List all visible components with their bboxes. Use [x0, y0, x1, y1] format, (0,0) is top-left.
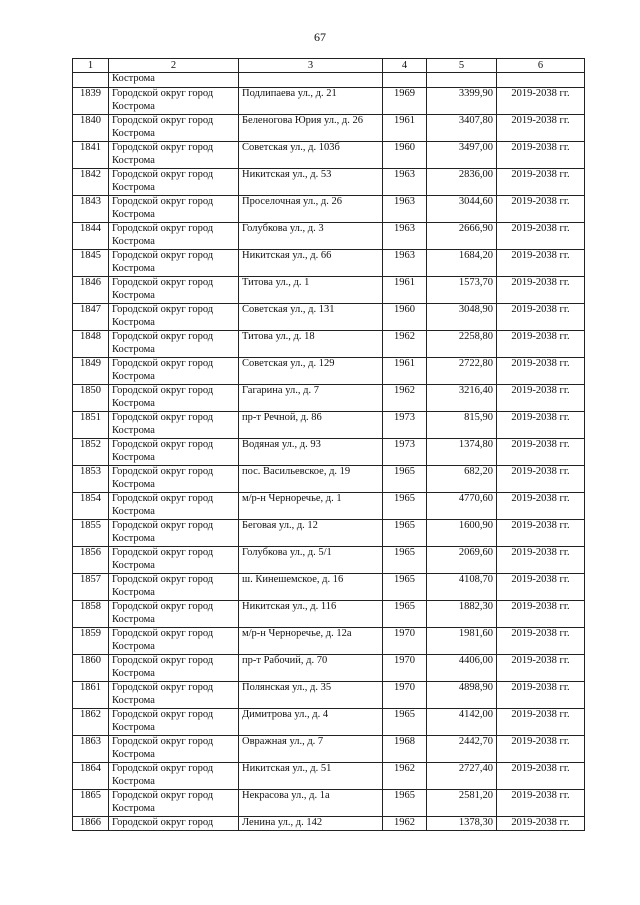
district-cell: Городской округ город Кострома [109, 331, 239, 358]
column-header: 4 [383, 59, 427, 73]
table-row [73, 601, 585, 628]
period-cell: 2019-2038 гг. [497, 439, 585, 466]
row-number: 1845 [73, 250, 109, 277]
table-row [73, 520, 585, 547]
address-cell: пр-т Рабочий, д. 70 [239, 655, 383, 682]
address-cell: м/р-н Черноречье, д. 12а [239, 628, 383, 655]
year-cell: 1963 [383, 223, 427, 250]
district-cell: Городской округ город Кострома [109, 412, 239, 439]
district-cell: Городской округ город Кострома [109, 439, 239, 466]
column-header: 6 [497, 59, 585, 73]
row-number: 1841 [73, 142, 109, 169]
address-cell: Некрасова ул., д. 1а [239, 790, 383, 817]
period-cell: 2019-2038 гг. [497, 385, 585, 412]
area-cell: 4898,90 [427, 682, 497, 709]
address-cell: Титова ул., д. 18 [239, 331, 383, 358]
address-cell: Никитская ул., д. 51 [239, 763, 383, 790]
period-cell: 2019-2038 гг. [497, 574, 585, 601]
area-cell: 4770,60 [427, 493, 497, 520]
table-row [73, 250, 585, 277]
table-row [73, 358, 585, 385]
continuation-row [73, 73, 585, 88]
period-cell: 2019-2038 гг. [497, 601, 585, 628]
area-cell: 3216,40 [427, 385, 497, 412]
area-cell: 1981,60 [427, 628, 497, 655]
row-number: 1849 [73, 358, 109, 385]
district-cell: Городской округ город Кострома [109, 304, 239, 331]
period-cell: 2019-2038 гг. [497, 682, 585, 709]
year-cell: 1973 [383, 412, 427, 439]
continuation-cell [497, 73, 585, 88]
year-cell: 1962 [383, 763, 427, 790]
row-number: 1852 [73, 439, 109, 466]
period-cell: 2019-2038 гг. [497, 790, 585, 817]
district-cell: Городской округ город Кострома [109, 628, 239, 655]
continuation-cell [73, 73, 109, 88]
page-number: 67 [314, 30, 326, 44]
period-cell: 2019-2038 гг. [497, 304, 585, 331]
address-cell: Гагарина ул., д. 7 [239, 385, 383, 412]
address-cell: Советская ул., д. 131 [239, 304, 383, 331]
district-cell: Городской округ город Кострома [109, 736, 239, 763]
district-cell: Городской округ город Кострома [109, 385, 239, 412]
district-cell: Городской округ город Кострома [109, 223, 239, 250]
area-cell: 3044,60 [427, 196, 497, 223]
year-cell: 1960 [383, 142, 427, 169]
row-number: 1847 [73, 304, 109, 331]
year-cell: 1970 [383, 628, 427, 655]
row-number: 1858 [73, 601, 109, 628]
row-number: 1853 [73, 466, 109, 493]
year-cell: 1965 [383, 574, 427, 601]
area-cell: 1882,30 [427, 601, 497, 628]
table-row [73, 709, 585, 736]
period-cell: 2019-2038 гг. [497, 88, 585, 115]
housing-table [72, 58, 585, 831]
year-cell: 1962 [383, 385, 427, 412]
area-cell: 1600,90 [427, 520, 497, 547]
area-cell: 3399,90 [427, 88, 497, 115]
year-cell: 1970 [383, 682, 427, 709]
table-row [73, 817, 585, 831]
address-cell: Беленогова Юрия ул., д. 26 [239, 115, 383, 142]
district-cell: Городской округ город Кострома [109, 115, 239, 142]
district-cell: Городской округ город Кострома [109, 682, 239, 709]
table-row [73, 88, 585, 115]
column-header: 1 [73, 59, 109, 73]
district-cell: Городской округ город Кострома [109, 574, 239, 601]
district-cell: Городской округ город Кострома [109, 196, 239, 223]
year-cell: 1963 [383, 196, 427, 223]
district-cell: Городской округ город Кострома [109, 709, 239, 736]
period-cell: 2019-2038 гг. [497, 709, 585, 736]
district-cell: Городской округ город Кострома [109, 655, 239, 682]
address-cell: м/р-н Черноречье, д. 1 [239, 493, 383, 520]
row-number: 1846 [73, 277, 109, 304]
year-cell: 1970 [383, 655, 427, 682]
period-cell: 2019-2038 гг. [497, 655, 585, 682]
area-cell: 815,90 [427, 412, 497, 439]
period-cell: 2019-2038 гг. [497, 817, 585, 831]
district-cell: Городской округ город [109, 817, 239, 831]
year-cell: 1965 [383, 790, 427, 817]
address-cell: пр-т Речной, д. 86 [239, 412, 383, 439]
address-cell: Водяная ул., д. 93 [239, 439, 383, 466]
area-cell: 2727,40 [427, 763, 497, 790]
district-cell: Городской округ город Кострома [109, 250, 239, 277]
table-row [73, 493, 585, 520]
year-cell: 1965 [383, 601, 427, 628]
table-row [73, 304, 585, 331]
column-header: 2 [109, 59, 239, 73]
table-row [73, 547, 585, 574]
address-cell: Голубкова ул., д. 5/1 [239, 547, 383, 574]
table-row [73, 439, 585, 466]
address-cell: Димитрова ул., д. 4 [239, 709, 383, 736]
table-row [73, 223, 585, 250]
table-row [73, 169, 585, 196]
table-row [73, 142, 585, 169]
table-row [73, 277, 585, 304]
table-header-row [73, 59, 585, 73]
table-row [73, 115, 585, 142]
district-cell: Городской округ город Кострома [109, 493, 239, 520]
row-number: 1843 [73, 196, 109, 223]
district-cell: Городской округ город Кострома [109, 88, 239, 115]
period-cell: 2019-2038 гг. [497, 466, 585, 493]
area-cell: 4142,00 [427, 709, 497, 736]
district-cell: Городской округ город Кострома [109, 601, 239, 628]
year-cell: 1965 [383, 709, 427, 736]
district-cell: Городской округ город Кострома [109, 520, 239, 547]
area-cell: 2258,80 [427, 331, 497, 358]
year-cell: 1961 [383, 277, 427, 304]
continuation-cell: Кострома [109, 73, 239, 88]
table-row [73, 574, 585, 601]
row-number: 1857 [73, 574, 109, 601]
table-row [73, 763, 585, 790]
period-cell: 2019-2038 гг. [497, 547, 585, 574]
period-cell: 2019-2038 гг. [497, 520, 585, 547]
period-cell: 2019-2038 гг. [497, 196, 585, 223]
row-number: 1844 [73, 223, 109, 250]
area-cell: 2836,00 [427, 169, 497, 196]
row-number: 1848 [73, 331, 109, 358]
address-cell: Титова ул., д. 1 [239, 277, 383, 304]
area-cell: 4406,00 [427, 655, 497, 682]
area-cell: 4108,70 [427, 574, 497, 601]
row-number: 1856 [73, 547, 109, 574]
district-cell: Городской округ город Кострома [109, 142, 239, 169]
address-cell: Беговая ул., д. 12 [239, 520, 383, 547]
column-header: 5 [427, 59, 497, 73]
row-number: 1854 [73, 493, 109, 520]
row-number: 1863 [73, 736, 109, 763]
year-cell: 1973 [383, 439, 427, 466]
district-cell: Городской округ город Кострома [109, 763, 239, 790]
table-row [73, 682, 585, 709]
area-cell: 3407,80 [427, 115, 497, 142]
row-number: 1850 [73, 385, 109, 412]
period-cell: 2019-2038 гг. [497, 628, 585, 655]
address-cell: Никитская ул., д. 53 [239, 169, 383, 196]
address-cell: Ленина ул., д. 142 [239, 817, 383, 831]
period-cell: 2019-2038 гг. [497, 142, 585, 169]
table-row [73, 628, 585, 655]
period-cell: 2019-2038 гг. [497, 223, 585, 250]
row-number: 1860 [73, 655, 109, 682]
year-cell: 1961 [383, 358, 427, 385]
row-number: 1855 [73, 520, 109, 547]
row-number: 1866 [73, 817, 109, 831]
district-cell: Городской округ город Кострома [109, 277, 239, 304]
year-cell: 1965 [383, 466, 427, 493]
row-number: 1859 [73, 628, 109, 655]
table-row [73, 412, 585, 439]
row-number: 1862 [73, 709, 109, 736]
row-number: 1839 [73, 88, 109, 115]
area-cell: 2722,80 [427, 358, 497, 385]
address-cell: Голубкова ул., д. 3 [239, 223, 383, 250]
table-row [73, 655, 585, 682]
year-cell: 1965 [383, 493, 427, 520]
period-cell: 2019-2038 гг. [497, 250, 585, 277]
address-cell: Никитская ул., д. 116 [239, 601, 383, 628]
period-cell: 2019-2038 гг. [497, 763, 585, 790]
district-cell: Городской округ город Кострома [109, 547, 239, 574]
year-cell: 1962 [383, 331, 427, 358]
area-cell: 2581,20 [427, 790, 497, 817]
district-cell: Городской округ город Кострома [109, 790, 239, 817]
address-cell: Никитская ул., д. 66 [239, 250, 383, 277]
area-cell: 1374,80 [427, 439, 497, 466]
year-cell: 1961 [383, 115, 427, 142]
year-cell: 1969 [383, 88, 427, 115]
area-cell: 3048,90 [427, 304, 497, 331]
row-number: 1851 [73, 412, 109, 439]
address-cell: Советская ул., д. 103б [239, 142, 383, 169]
row-number: 1865 [73, 790, 109, 817]
table-row [73, 331, 585, 358]
period-cell: 2019-2038 гг. [497, 277, 585, 304]
area-cell: 682,20 [427, 466, 497, 493]
period-cell: 2019-2038 гг. [497, 412, 585, 439]
table-row [73, 790, 585, 817]
period-cell: 2019-2038 гг. [497, 736, 585, 763]
address-cell: Овражная ул., д. 7 [239, 736, 383, 763]
area-cell: 1684,20 [427, 250, 497, 277]
address-cell: Советская ул., д. 129 [239, 358, 383, 385]
area-cell: 2069,60 [427, 547, 497, 574]
area-cell: 2442,70 [427, 736, 497, 763]
continuation-cell [239, 73, 383, 88]
district-cell: Городской округ город Кострома [109, 358, 239, 385]
year-cell: 1965 [383, 520, 427, 547]
continuation-cell [383, 73, 427, 88]
row-number: 1840 [73, 115, 109, 142]
area-cell: 3497,00 [427, 142, 497, 169]
year-cell: 1963 [383, 250, 427, 277]
year-cell: 1968 [383, 736, 427, 763]
address-cell: Полянская ул., д. 35 [239, 682, 383, 709]
year-cell: 1963 [383, 169, 427, 196]
area-cell: 2666,90 [427, 223, 497, 250]
period-cell: 2019-2038 гг. [497, 331, 585, 358]
address-cell: Подлипаева ул., д. 21 [239, 88, 383, 115]
district-cell: Городской округ город Кострома [109, 169, 239, 196]
row-number: 1864 [73, 763, 109, 790]
period-cell: 2019-2038 гг. [497, 115, 585, 142]
row-number: 1842 [73, 169, 109, 196]
table-row [73, 736, 585, 763]
table-row [73, 385, 585, 412]
period-cell: 2019-2038 гг. [497, 169, 585, 196]
year-cell: 1960 [383, 304, 427, 331]
year-cell: 1965 [383, 547, 427, 574]
table-row [73, 466, 585, 493]
column-header: 3 [239, 59, 383, 73]
row-number: 1861 [73, 682, 109, 709]
area-cell: 1573,70 [427, 277, 497, 304]
table-row [73, 196, 585, 223]
period-cell: 2019-2038 гг. [497, 493, 585, 520]
area-cell: 1378,30 [427, 817, 497, 831]
address-cell: ш. Кинешемское, д. 16 [239, 574, 383, 601]
continuation-cell [427, 73, 497, 88]
period-cell: 2019-2038 гг. [497, 358, 585, 385]
year-cell: 1962 [383, 817, 427, 831]
district-cell: Городской округ город Кострома [109, 466, 239, 493]
address-cell: пос. Васильевское, д. 19 [239, 466, 383, 493]
address-cell: Проселочная ул., д. 26 [239, 196, 383, 223]
